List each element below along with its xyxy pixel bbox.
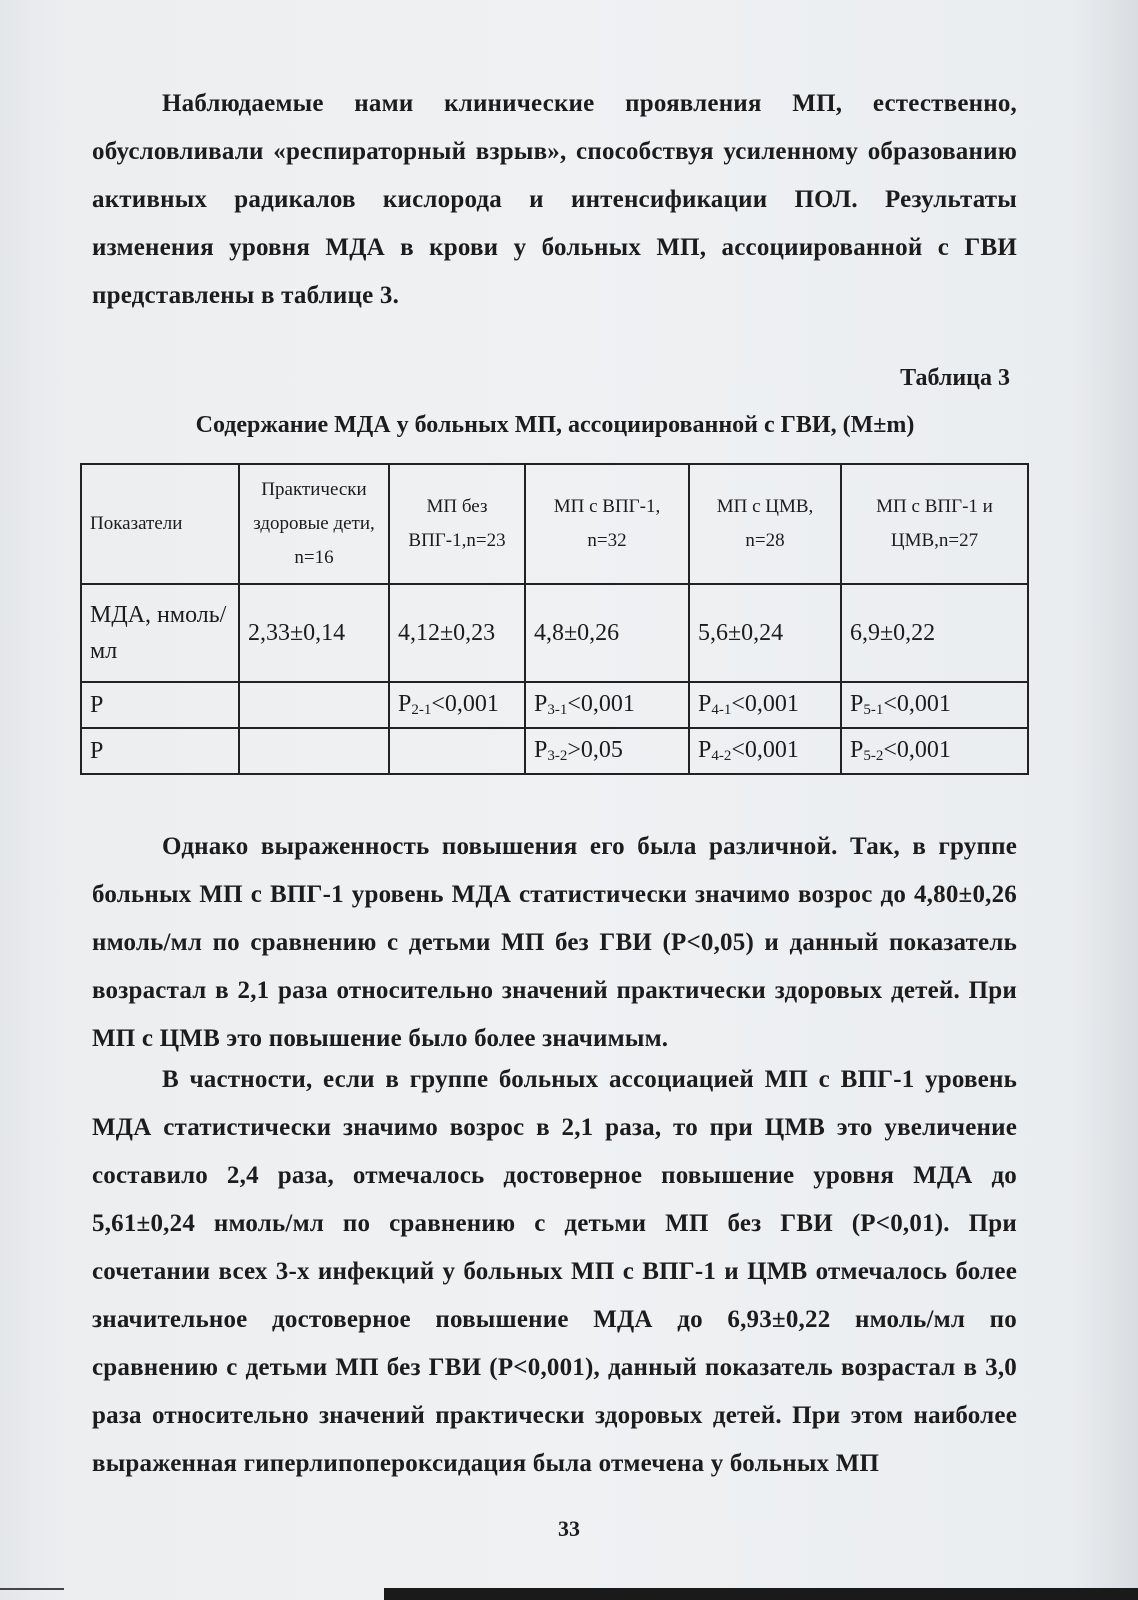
cell-p2-empty-2 xyxy=(389,728,525,774)
scan-edge-bar xyxy=(384,1588,1138,1600)
cell-p2-empty-1 xyxy=(239,728,389,774)
table-title: Содержание МДА у больных МП, ассоциированной с ГВИ, (M±m) xyxy=(195,412,915,438)
table-row-mda xyxy=(81,584,1028,682)
table-header-row xyxy=(81,464,1028,584)
cell-p1-hsv1: $P_{3-1}<0,001$ xyxy=(525,682,689,728)
cell-mda-healthy: 2,33±0,14 xyxy=(239,584,389,682)
cell-mda-without-hsv1: 4,12±0,23 xyxy=(389,584,525,682)
header-mp-without-hsv1: МП без ВПГ-1,n=23 xyxy=(389,464,525,584)
row-label-p1: P xyxy=(81,682,239,728)
cell-p1-cmv: $P_{4-1}<0,001$ xyxy=(689,682,841,728)
cell-p2-hsv1-cmv: $P_{5-2}<0,001$ xyxy=(841,728,1028,774)
cell-p1-hsv1-cmv: $P_{5-1}<0,001$ xyxy=(841,682,1028,728)
header-healthy-children: Практически здоровые дети, n=16 xyxy=(239,464,389,584)
cell-p2-hsv1: $P_{3-2}>0,05$ xyxy=(525,728,689,774)
paragraph-details: В частности, если в группе больных ассоциацией МП с ВПГ-1 уровень МДА статистически значимо возрос в 2,1 раза, то при ЦМВ это увеличение составило 2,4 раза, отмечалось достоверное повышение уровня МДА до 5,61±0,24 нмоль/мл по сравнению с детьми МП без ГВИ (P<0,01). При сочетании всех 3-х инфекций у больных МП с ВПГ-1 и ЦМВ отмечалось более значительное достоверное повышение МДА до 6,93±0,22 нмоль/мл по сравнению с детьми МП без ГВИ (P<0,001), данный показатель возрастал в 3,0 раза относительно значений практически здоровых детей. При этом наиболее выраженная гиперлипопероксидация была отмечена у больных МП xyxy=(92,1066,1017,1477)
row-label-mda: МДА, нмоль/мл xyxy=(81,584,239,682)
paragraph-results: Однако выраженность повышения его была различной. Так, в группе больных МП с ВПГ-1 уровень МДА статистически значимо возрос до 4,80±0,26 нмоль/мл по сравнению с детьми МП без ГВИ (P<0,05) и данный показатель возрастал в 2,1 раза относительно значений практически здоровых детей. При МП с ЦМВ это повышение было более значимым. xyxy=(92,833,1017,1052)
header-mp-with-hsv1: МП с ВПГ-1, n=32 xyxy=(525,464,689,584)
cell-mda-hsv1-cmv: 6,9±0,22 xyxy=(841,584,1028,682)
cell-p1-empty xyxy=(239,682,389,728)
mda-table xyxy=(80,463,1029,775)
cell-p2-cmv: $P_{4-2}<0,001$ xyxy=(689,728,841,774)
table-row-p-vs-without-hsv1 xyxy=(81,728,1028,774)
page-number: 33 xyxy=(558,1516,580,1541)
row-label-p2: P xyxy=(81,728,239,774)
header-mp-with-cmv: МП с ЦМВ, n=28 xyxy=(689,464,841,584)
table-row-p-vs-healthy xyxy=(81,682,1028,728)
paragraph-intro: Наблюдаемые нами клинические проявления МП, естественно, обусловливали «респираторный взрыв», способствуя усиленному образованию активных радикалов кислорода и интенсификации ПОЛ. Результаты изменения уровня МДА в крови у больных МП, ассоциированной с ГВИ представлены в таблице 3. xyxy=(92,90,1017,309)
header-indicators: Показатели xyxy=(81,464,239,584)
cell-p1-without-hsv1: $P_{2-1}<0,001$ xyxy=(389,682,525,728)
cell-mda-hsv1: 4,8±0,26 xyxy=(525,584,689,682)
scan-edge-rule xyxy=(0,1588,64,1590)
header-mp-with-hsv1-and-cmv: МП с ВПГ-1 и ЦМВ,n=27 xyxy=(841,464,1028,584)
table-label: Таблица 3 xyxy=(900,365,1010,391)
cell-mda-cmv: 5,6±0,24 xyxy=(689,584,841,682)
